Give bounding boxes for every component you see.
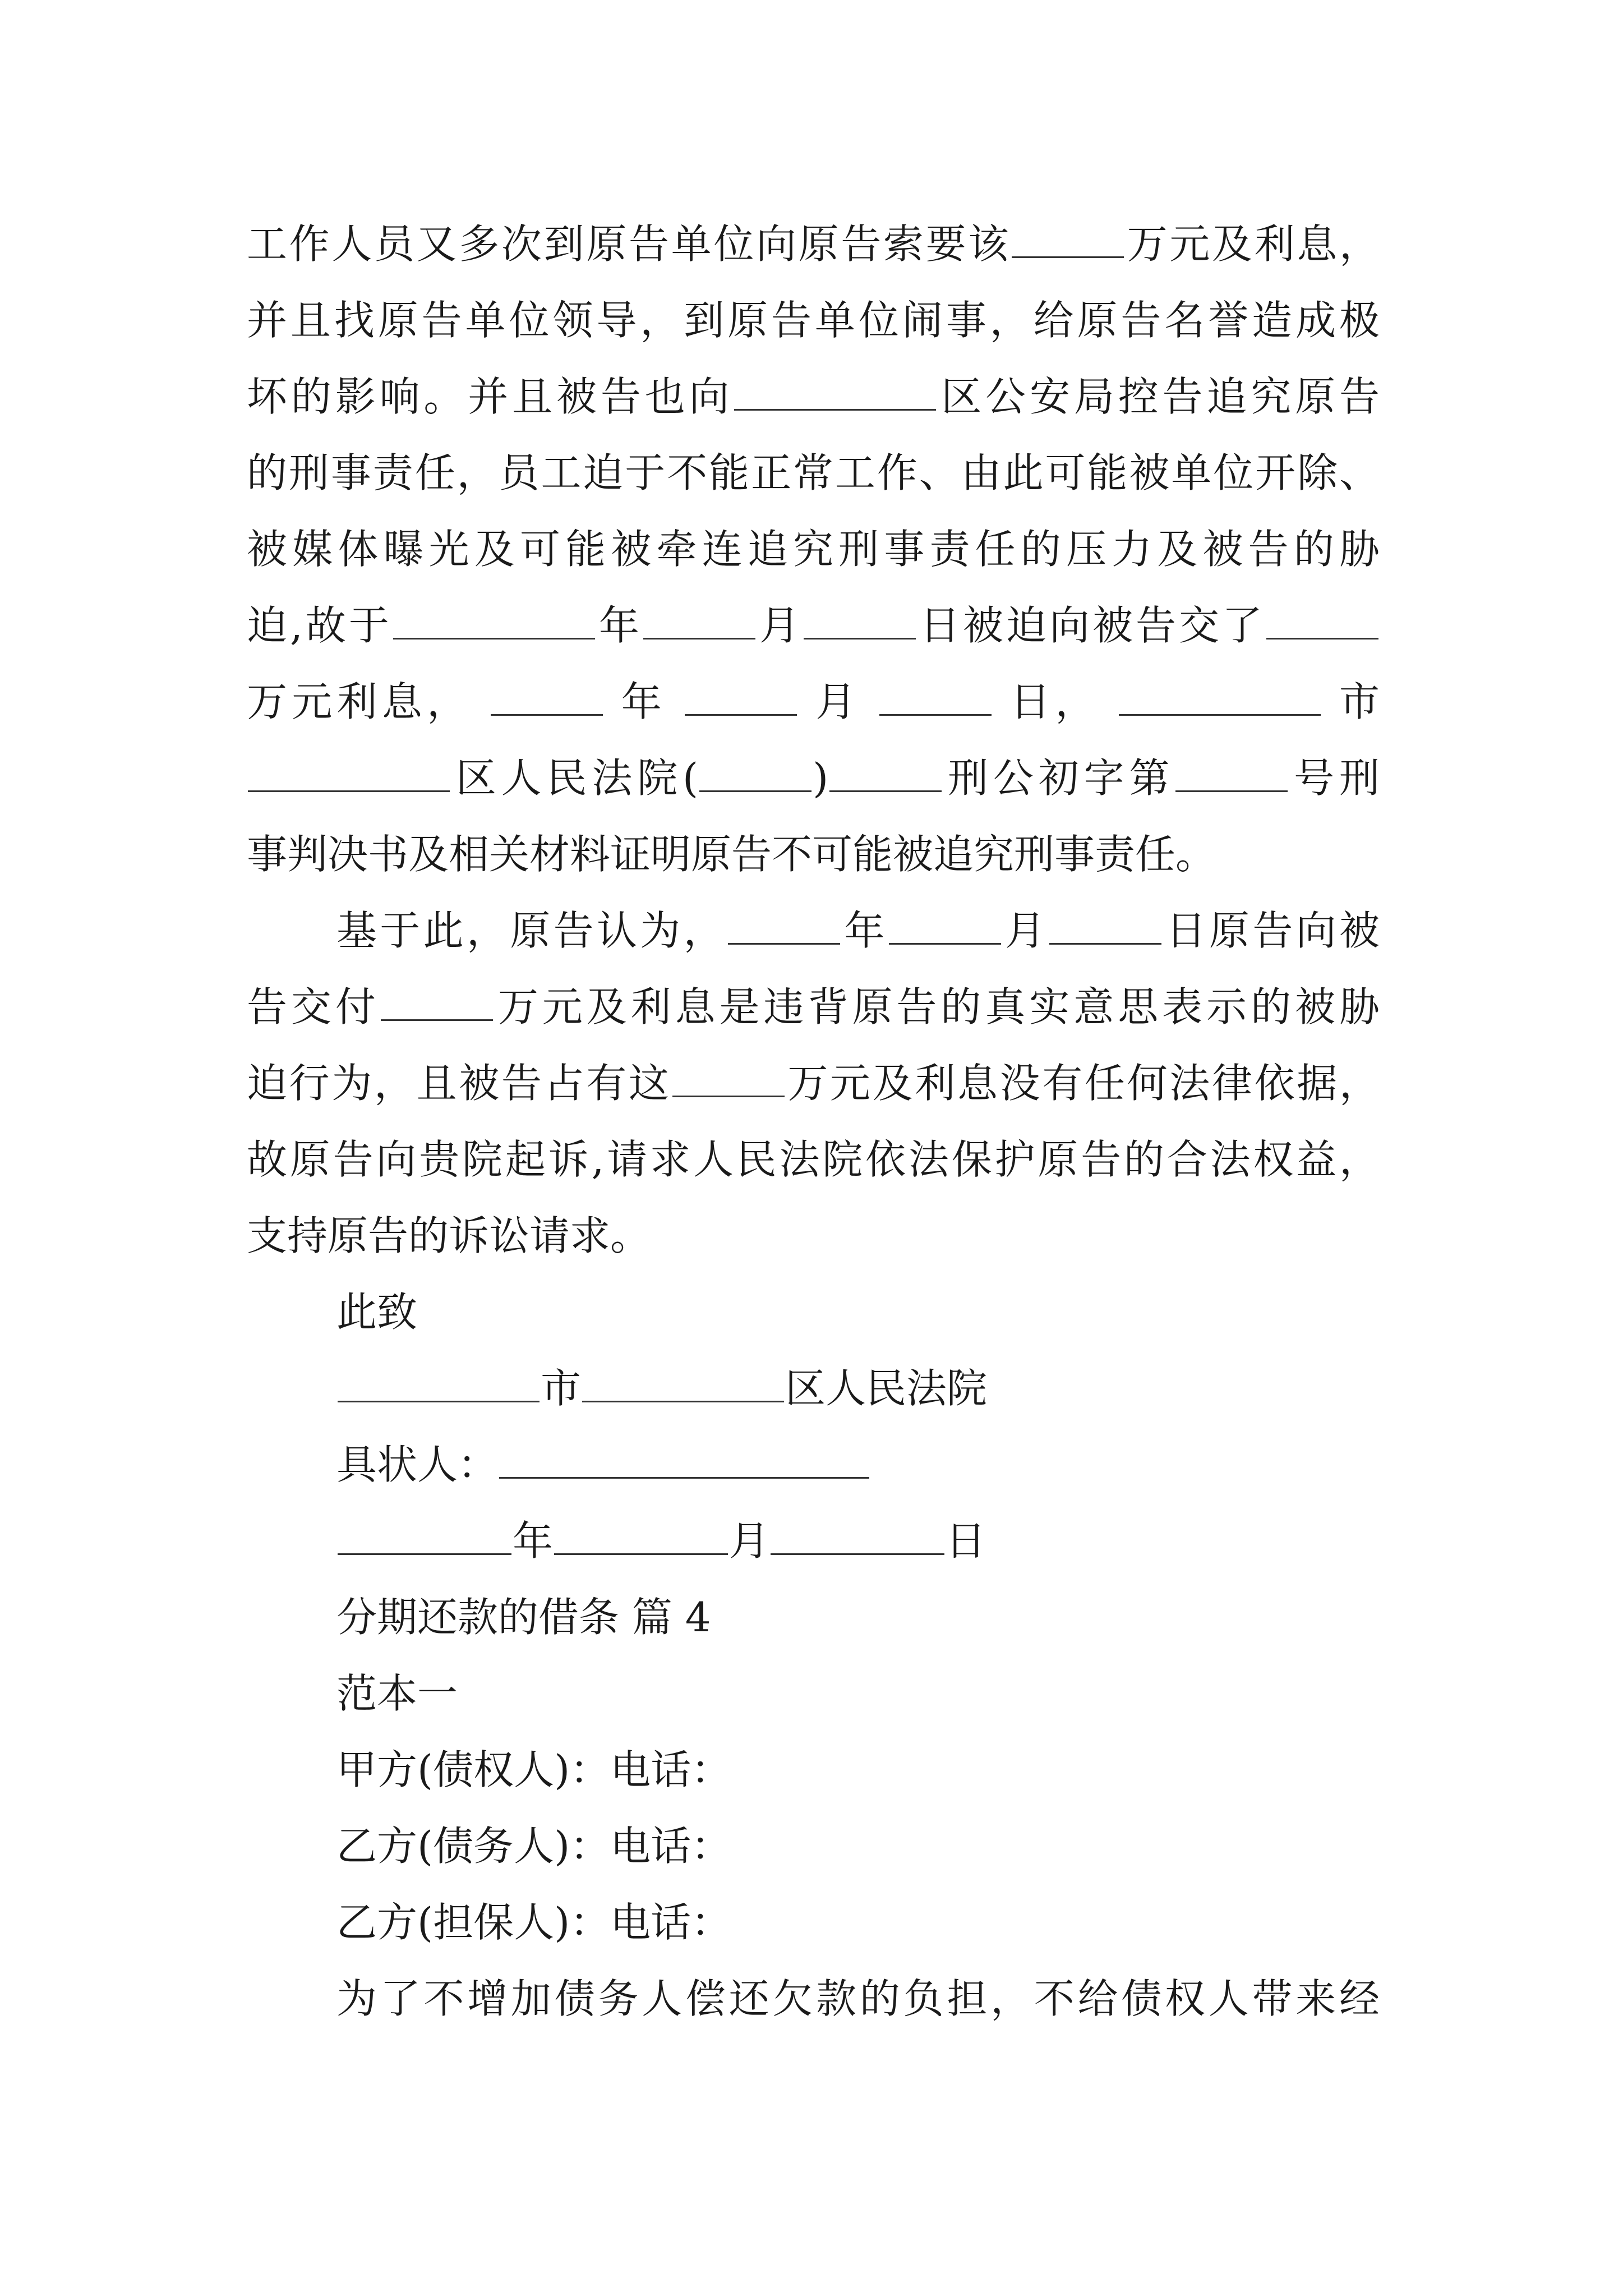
fill-blank: [554, 1510, 728, 1555]
fill-blank: [672, 1052, 785, 1097]
paragraph-start-line: 基于此，原告认为， 年 月 日原告向被: [336, 897, 1380, 964]
text-line: 迫行为，且被告占有这 万元及利息没有任何法律依据，: [247, 1050, 1380, 1117]
text-line: 并且找原告单位领导，到原告单位闹事，给原告名誉造成极: [247, 297, 1380, 344]
text-line: 的刑事责任，员工迫于不能正常工作、由此可能被单位开除、: [247, 449, 1380, 496]
fill-blank: [643, 594, 755, 639]
fill-blank: [728, 899, 840, 945]
fill-blank: [699, 747, 811, 792]
fill-blank: [248, 747, 450, 792]
text-line: 告交付 万元及利息是违背原告的真实意思表示的被胁: [247, 973, 1380, 1041]
signature-line: 具状人：: [336, 1431, 1380, 1498]
text-line: 万元利息， 年 月 日， 市: [247, 668, 1380, 735]
text-line: 支持原告的诉讼请求。: [247, 1212, 651, 1259]
party-line: 甲方(债权人)：电话：: [336, 1746, 732, 1793]
text-line: 被媒体曝光及可能被牵连追究刑事责任的压力及被告的胁: [247, 526, 1380, 573]
fill-blank: [1266, 594, 1378, 639]
fill-blank: [499, 1433, 869, 1479]
salutation-line: 此致: [336, 1289, 418, 1336]
text-line: 工作人员又多次到原告单位向原告索要该 万元及利息，: [247, 210, 1380, 278]
fill-blank: [1119, 670, 1321, 716]
section-subtitle: 范本一: [336, 1670, 458, 1717]
fill-blank: [338, 1510, 511, 1555]
text-line: 故原告向贵院起诉,请求人民法院依法保护原告的合法权益，: [247, 1136, 1380, 1183]
text-line: 区人民法院( ) 刑公初字第 号刑: [247, 744, 1380, 812]
fill-blank: [582, 1357, 784, 1402]
fill-blank: [491, 670, 603, 716]
fill-blank: [829, 747, 942, 792]
fill-blank: [889, 899, 1001, 945]
fill-blank: [1049, 899, 1161, 945]
text-line: 坏的影响。并且被告也向 区公安局控告追究原告: [247, 363, 1380, 430]
fill-blank: [771, 1510, 944, 1555]
fill-blank: [685, 670, 797, 716]
text-line: 迫,故于 年 月 日被迫向被告交了: [247, 592, 1380, 659]
fill-blank: [338, 1357, 540, 1402]
fill-blank: [1175, 747, 1288, 792]
party-line: 乙方(债务人)：电话：: [336, 1823, 732, 1870]
text-line: 事判决书及相关材料证明原告不可能被追究刑事责任。: [247, 831, 1216, 878]
fill-blank: [734, 365, 936, 411]
fill-blank: [879, 670, 992, 716]
fill-blank: [1012, 213, 1124, 258]
fill-blank: [393, 594, 595, 639]
party-line: 乙方(担保人)：电话：: [336, 1899, 732, 1946]
section-title: 分期还款的借条 篇 4: [336, 1594, 711, 1641]
fill-blank: [804, 594, 916, 639]
fill-blank: [381, 976, 493, 1021]
date-line: 年 月 日: [336, 1507, 1380, 1575]
court-address-line: 市 区人民法院: [336, 1355, 1380, 1422]
paragraph-start-line: 为了不增加债务人偿还欠款的负担，不给债权人带来经: [336, 1975, 1380, 2022]
